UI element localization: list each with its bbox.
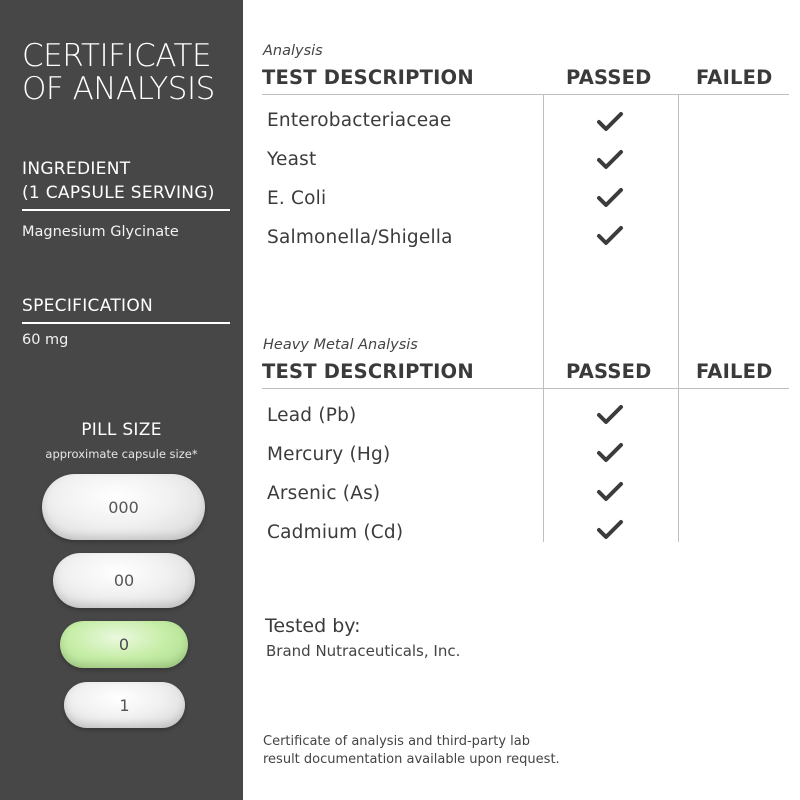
- failed-column-divider: [678, 95, 679, 542]
- check-icon: [596, 481, 624, 503]
- pill-label: 00: [113, 571, 135, 590]
- pill-size-1: [64, 682, 185, 728]
- heavy-metal-row-cadmium: Cadmium (Cd): [267, 522, 404, 543]
- pill-size-title: PILL SIZE: [81, 420, 162, 440]
- analysis-col-test-description: TEST DESCRIPTION: [262, 66, 474, 89]
- pill-label: 0: [118, 635, 130, 654]
- check-icon: [596, 111, 624, 133]
- analysis-row-e-coli: E. Coli: [267, 188, 327, 209]
- analysis-section-label: Analysis: [263, 43, 323, 59]
- ingredient-heading-line1: INGREDIENT: [22, 159, 131, 179]
- analysis-row-salmonella-shigella: Salmonella/Shigella: [267, 227, 453, 248]
- specification-heading-label: SPECIFICATION: [22, 296, 154, 316]
- analysis-row-yeast: Yeast: [267, 149, 317, 170]
- check-icon: [596, 225, 624, 247]
- heavy-metal-row-lead: Lead (Pb): [267, 405, 357, 426]
- pill-size-subtitle: approximate capsule size*: [45, 447, 198, 461]
- ingredient-heading: [22, 157, 230, 211]
- pill-size-00: [53, 553, 195, 608]
- footnote-line1: Certificate of analysis and third-party lab: [263, 734, 531, 749]
- certificate-title-line2: OF ANALYSIS: [22, 71, 215, 107]
- footnote-line2: result documentation available upon request.: [263, 752, 560, 767]
- heavy-metal-section-label: Heavy Metal Analysis: [263, 337, 418, 353]
- pill-label: 1: [119, 695, 130, 715]
- footnote: [263, 733, 623, 769]
- ingredient-value: Magnesium Glycinate: [22, 224, 179, 240]
- heavy-metal-col-test-description: TEST DESCRIPTION: [262, 360, 474, 383]
- tested-by-label: Tested by:: [265, 615, 361, 637]
- heavy-metal-row-mercury: Mercury (Hg): [267, 444, 391, 465]
- check-icon: [596, 442, 624, 464]
- check-icon: [596, 404, 624, 426]
- sidebar: [0, 0, 243, 800]
- analysis-row-enterobacteriaceae: Enterobacteriaceae: [267, 110, 452, 131]
- specification-heading: [22, 294, 230, 324]
- ingredient-heading-line2: (1 CAPSULE SERVING): [22, 183, 215, 203]
- tested-by-value: Brand Nutraceuticals, Inc.: [266, 642, 461, 660]
- certificate-title: [22, 40, 237, 106]
- pill-label: 000: [108, 497, 139, 517]
- analysis-col-failed: FAILED: [696, 66, 773, 89]
- analysis-col-passed: PASSED: [566, 66, 652, 89]
- check-icon: [596, 149, 624, 171]
- certificate-title-line1: CERTIFICATE: [22, 38, 212, 74]
- pill-size-0: [60, 621, 188, 668]
- check-icon: [596, 187, 624, 209]
- passed-column-divider: [543, 95, 544, 542]
- heavy-metal-row-arsenic: Arsenic (As): [267, 483, 381, 504]
- heavy-metal-header-divider: [262, 388, 789, 389]
- pill-size-000: [42, 474, 205, 540]
- specification-value: 60 mg: [22, 332, 69, 348]
- heavy-metal-col-failed: FAILED: [696, 360, 773, 383]
- heavy-metal-col-passed: PASSED: [566, 360, 652, 383]
- check-icon: [596, 519, 624, 541]
- analysis-header-divider: [262, 94, 789, 95]
